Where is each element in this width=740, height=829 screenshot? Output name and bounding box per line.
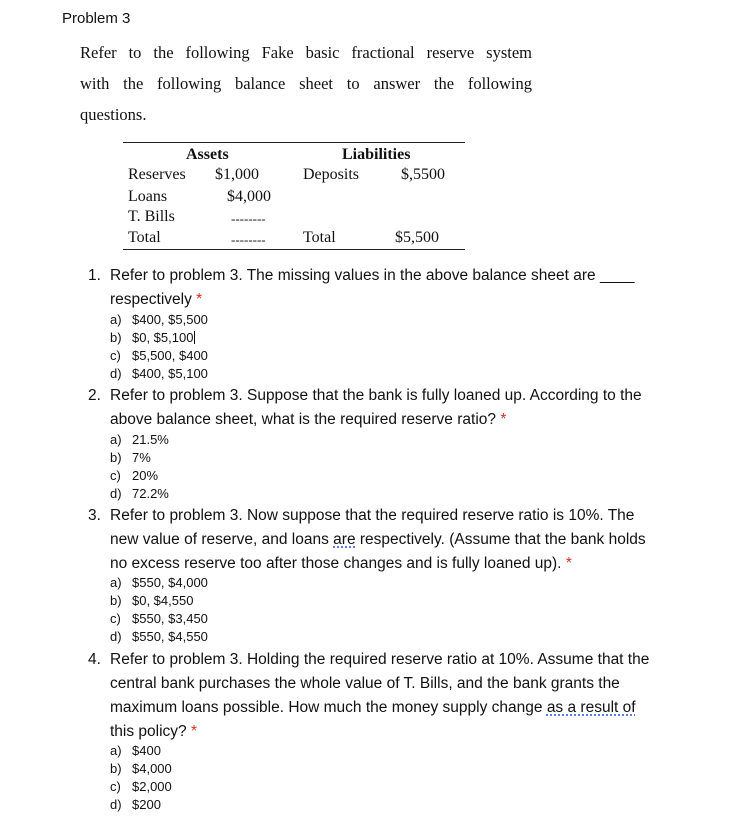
question-text (110, 648, 685, 744)
question-text (110, 264, 685, 312)
required-asterisk: * (565, 555, 572, 572)
question-line: Refer to problem 3. Now suppose that the required reserve ratio is 10%. The (110, 507, 635, 524)
question-line: new value of reserve, and loans (110, 531, 329, 548)
required-asterisk: * (196, 291, 203, 308)
spellcheck-word: are (333, 531, 356, 548)
option-b[interactable] (110, 329, 195, 347)
option-letter: b) (110, 761, 122, 776)
option-a[interactable] (110, 574, 208, 592)
question-number: 4. (88, 651, 101, 668)
tbills-label: T. Bills (128, 208, 175, 225)
question-line: central bank purchases the whole value of T. Bills, and the bank grants the (110, 675, 620, 692)
table-bottom-rule (123, 249, 465, 250)
option-letter: d) (110, 366, 122, 381)
question-number: 3. (88, 507, 101, 524)
problem-title: Problem 3 (62, 10, 131, 27)
question-line: maximum loans possible. How much the money supply change (110, 699, 543, 716)
intro-line: Refer to the following Fake basic fractional reserve system (80, 43, 532, 62)
option-d[interactable] (110, 485, 169, 503)
balance-sheet-table (123, 142, 465, 250)
option-letter: c) (110, 468, 121, 483)
option-text: $0, $4,550 (132, 593, 194, 608)
option-c[interactable] (110, 467, 158, 485)
total-assets-value-blank: -------- (231, 232, 266, 247)
option-b[interactable] (110, 449, 151, 467)
liabilities-header: Liabilities (342, 146, 411, 163)
option-c[interactable] (110, 778, 172, 796)
spellcheck-phrase: as a result of (546, 699, 636, 716)
question-line: no excess reserve too after those changes and is fully loaned up). (110, 555, 562, 572)
total-liabilities-value: $5,500 (395, 229, 439, 246)
option-letter: c) (110, 779, 121, 794)
option-text: $4,000 (132, 761, 172, 776)
option-letter: d) (110, 797, 122, 812)
question-text (110, 384, 685, 432)
option-text: $200 (132, 797, 161, 812)
option-b[interactable] (110, 760, 172, 778)
question-line: Refer to problem 3. The missing values in the above balance sheet are ____ (110, 267, 635, 284)
option-text: 21.5% (132, 432, 169, 447)
tbills-value-blank: -------- (231, 211, 266, 226)
option-letter: c) (110, 611, 121, 626)
question-line: above balance sheet, what is the required reserve ratio? (110, 411, 497, 428)
option-text: $550, $4,000 (132, 575, 208, 590)
option-text: $550, $3,450 (132, 611, 208, 626)
question-number: 1. (88, 267, 101, 284)
option-letter: a) (110, 743, 122, 758)
option-letter: b) (110, 450, 122, 465)
option-letter: b) (110, 593, 122, 608)
question-line: respectively (110, 291, 192, 308)
deposits-value: $,5500 (401, 166, 445, 183)
option-text: $550, $4,550 (132, 629, 208, 644)
option-text: 72.2% (132, 486, 169, 501)
option-letter: b) (110, 330, 122, 345)
option-text: $400, $5,500 (132, 312, 208, 327)
deposits-label: Deposits (303, 166, 359, 183)
option-text: 20% (132, 468, 159, 483)
option-letter: d) (110, 486, 122, 501)
option-a[interactable] (110, 311, 208, 329)
option-text: 7% (132, 450, 151, 465)
option-letter: a) (110, 432, 122, 447)
problem-intro (80, 37, 532, 130)
table-top-rule (123, 142, 465, 143)
loans-label: Loans (128, 188, 168, 205)
required-asterisk: * (500, 411, 507, 428)
question-line: Refer to problem 3. Suppose that the bank is fully loaned up. According to the (110, 387, 642, 404)
option-letter: a) (110, 312, 122, 327)
option-d[interactable] (110, 628, 208, 646)
option-letter: a) (110, 575, 122, 590)
intro-line: with the following balance sheet to answer the following (80, 74, 532, 93)
total-assets-label: Total (128, 229, 161, 246)
reserves-label: Reserves (128, 166, 186, 183)
option-text: $0, $5,100 (132, 330, 194, 345)
total-liabilities-label: Total (303, 229, 336, 246)
option-text: $400 (132, 743, 161, 758)
option-b[interactable] (110, 592, 193, 610)
question-line: this policy? (110, 723, 187, 740)
option-text: $2,000 (132, 779, 172, 794)
option-c[interactable] (110, 347, 208, 365)
option-text: $400, $5,100 (132, 366, 208, 381)
option-text: $5,500, $400 (132, 348, 208, 363)
text-cursor (194, 331, 195, 344)
option-a[interactable] (110, 742, 161, 760)
question-number: 2. (88, 387, 101, 404)
question-line: Refer to problem 3. Holding the required reserve ratio at 10%. Assume that the (110, 651, 650, 668)
assets-header: Assets (186, 146, 229, 163)
required-asterisk: * (191, 723, 198, 740)
option-d[interactable] (110, 796, 161, 814)
intro-line: questions. (80, 105, 147, 124)
question-line: respectively. (Assume that the bank holds (359, 531, 646, 548)
option-d[interactable] (110, 365, 208, 383)
option-c[interactable] (110, 610, 208, 628)
option-letter: c) (110, 348, 121, 363)
reserves-value: $1,000 (215, 166, 259, 183)
option-a[interactable] (110, 431, 169, 449)
loans-value: $4,000 (227, 188, 271, 205)
question-text (110, 504, 685, 576)
option-letter: d) (110, 629, 122, 644)
